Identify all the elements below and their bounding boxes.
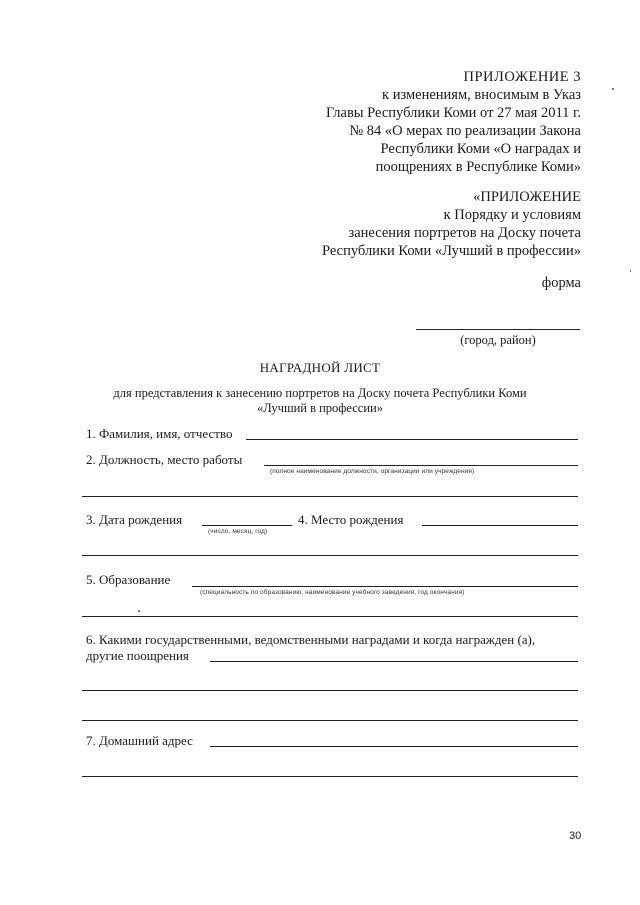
field-full-name-line[interactable] bbox=[246, 439, 578, 440]
field-education-line-2[interactable] bbox=[82, 616, 578, 617]
field-birthdate-label: 3. Дата рождения bbox=[86, 512, 183, 527]
document-title: НАГРАДНОЙ ЛИСТ bbox=[259, 360, 381, 375]
city-line bbox=[416, 329, 580, 330]
field-awards-line1: 6. Какими государственными, ведомственными наградами и когда награжден (а), bbox=[86, 632, 536, 647]
field-education-caption: (специальность по образованию, наименование учебного заведения, год окончания) bbox=[200, 589, 465, 596]
inner-appendix-line: Республики Коми «Лучший в профессии» bbox=[322, 243, 581, 259]
field-awards-line2: другие поощрения bbox=[86, 648, 189, 663]
appendix-title: ПРИЛОЖЕНИЕ 3 bbox=[463, 69, 581, 85]
field-address-label: 7. Домашний адрес bbox=[86, 733, 193, 748]
appendix-line: Главы Республики Коми от 27 мая 2011 г. bbox=[325, 105, 581, 121]
field-position-caption: (полное наименование должности, организации или учреждения) bbox=[270, 468, 475, 475]
field-full-name-label: 1. Фамилия, имя, отчество bbox=[86, 426, 233, 441]
subtitle-line1: для представления к занесению портретов на Доску почета Республики Коми bbox=[113, 386, 527, 400]
field-birthdate-line[interactable] bbox=[202, 525, 292, 526]
field-birthplace-line-2[interactable] bbox=[82, 555, 578, 556]
scan-speck bbox=[630, 270, 631, 272]
appendix-line: к изменениям, вносимым в Указ bbox=[382, 87, 581, 103]
inner-appendix-line: занесения портретов на Доску почета bbox=[348, 225, 581, 241]
scan-speck bbox=[612, 88, 614, 90]
field-education-line[interactable] bbox=[192, 586, 578, 587]
city-caption: (город, район) bbox=[460, 333, 536, 347]
appendix-line: поощрениях в Республике Коми» bbox=[375, 159, 581, 175]
field-education-label: 5. Образование bbox=[86, 572, 171, 587]
field-address-line[interactable] bbox=[210, 746, 578, 747]
scan-speck bbox=[138, 610, 140, 612]
field-awards-entry-line-3[interactable] bbox=[82, 720, 578, 721]
page-number: 30 bbox=[569, 830, 582, 842]
field-birthplace-line[interactable] bbox=[422, 525, 578, 526]
inner-appendix-title: «ПРИЛОЖЕНИЕ bbox=[473, 189, 581, 205]
appendix-line: Республики Коми «О наградах и bbox=[380, 141, 581, 157]
field-position-line-2[interactable] bbox=[82, 496, 578, 497]
field-awards-entry-line[interactable] bbox=[210, 661, 578, 662]
field-position-label: 2. Должность, место работы bbox=[86, 452, 243, 467]
field-address-line-2[interactable] bbox=[82, 776, 578, 777]
field-birthdate-caption: (число, месяц, год) bbox=[208, 528, 268, 535]
form-label: форма bbox=[541, 275, 581, 291]
inner-appendix-line: к Порядку и условиям bbox=[443, 207, 581, 223]
appendix-line: № 84 «О мерах по реализации Закона bbox=[349, 123, 581, 139]
field-position-line[interactable] bbox=[264, 465, 578, 466]
field-birthplace-label: 4. Место рождения bbox=[298, 512, 404, 527]
subtitle-line2: «Лучший в профессии» bbox=[257, 401, 383, 415]
field-awards-entry-line-2[interactable] bbox=[82, 690, 578, 691]
